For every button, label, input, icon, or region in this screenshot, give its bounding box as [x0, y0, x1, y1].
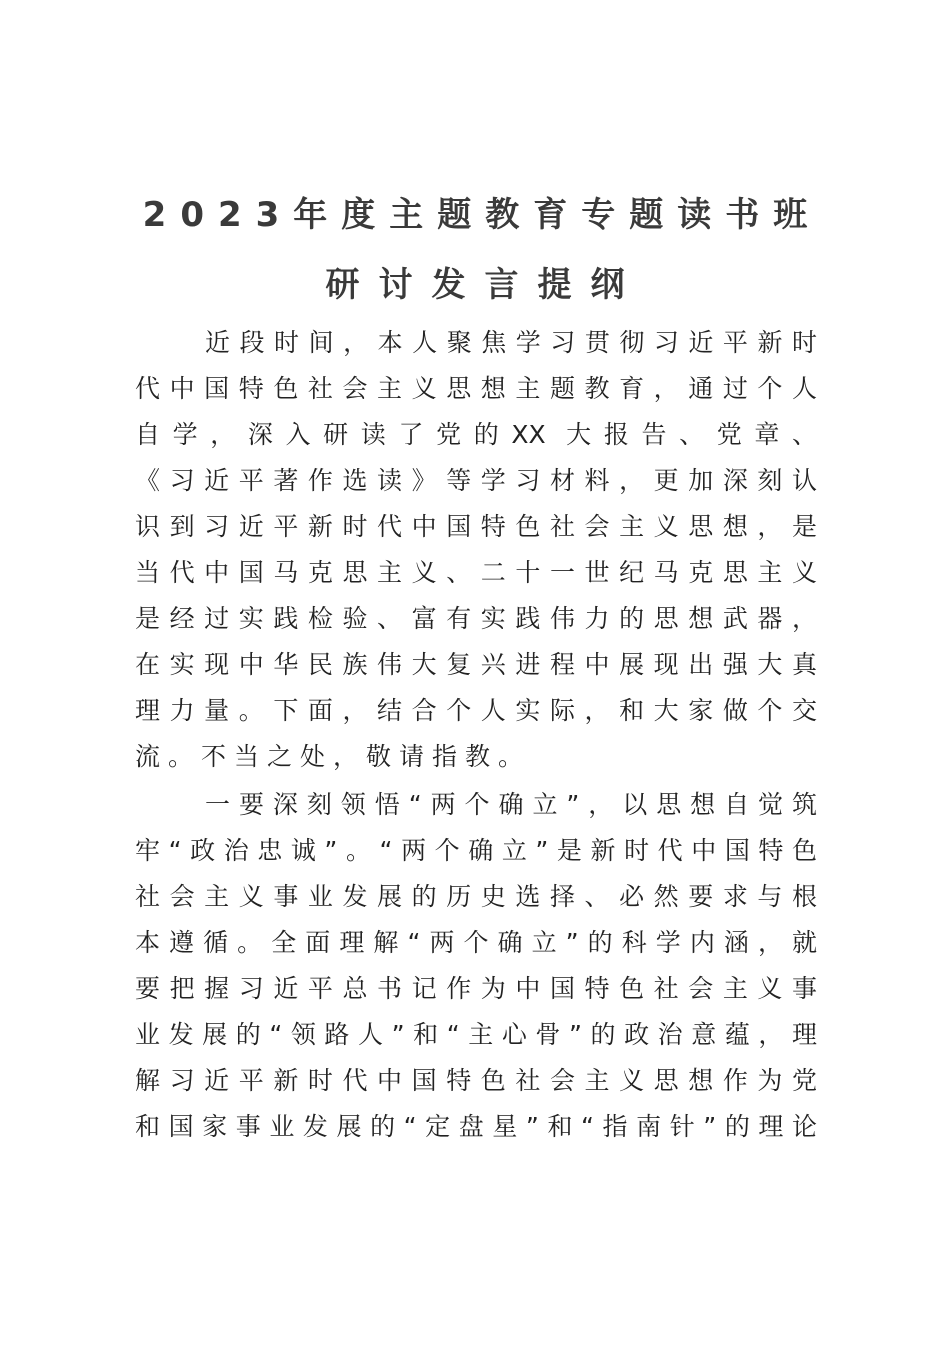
paragraph-line: 《习近平著作选读》等学习材料，更加深刻认 [135, 466, 817, 495]
paragraph-line: 近段时间，本人聚焦学习贯彻习近平新时 [205, 328, 817, 357]
paragraph-line: 当代中国马克思主义、二十一世纪马克思主义 [135, 558, 817, 587]
paragraph-line: 牢“政治忠诚”。“两个确立”是新时代中国特色 [135, 836, 817, 865]
paragraph-line: 一要深刻领悟“两个确立”，以思想自觉筑 [205, 790, 817, 819]
paragraph-line: 是经过实践检验、富有实践伟力的思想武器， [135, 604, 817, 633]
paragraph-line: 解习近平新时代中国特色社会主义思想作为党 [135, 1066, 817, 1095]
paragraph-line: 要把握习近平总书记作为中国特色社会主义事 [135, 974, 817, 1003]
paragraph-line: 理力量。下面，结合个人实际，和大家做个交 [135, 696, 817, 725]
paragraph-line: 业发展的“领路人”和“主心骨”的政治意蕴，理 [135, 1020, 817, 1049]
paragraph-line: 和国家事业发展的“定盘星”和“指南针”的理论 [135, 1112, 817, 1141]
paragraph-line: 社会主义事业发展的历史选择、必然要求与根 [135, 882, 817, 911]
document-title-line-2: 研讨发言提纲 [325, 265, 644, 305]
paragraph-line: 本遵循。全面理解“两个确立”的科学内涵，就 [135, 928, 817, 957]
document-title-line-1: 2023年度主题教育专题读书班 [142, 195, 822, 235]
paragraph-line: 在实现中华民族伟大复兴进程中展现出强大真 [135, 650, 817, 679]
paragraph-line: 代中国特色社会主义思想主题教育，通过个人 [135, 374, 817, 403]
paragraph-line: 识到习近平新时代中国特色社会主义思想，是 [135, 512, 817, 541]
paragraph-line: 自学，深入研读了党的XX 大报告、党章、 [135, 420, 817, 449]
paragraph-line: 流。不当之处，敬请指教。 [135, 742, 532, 771]
